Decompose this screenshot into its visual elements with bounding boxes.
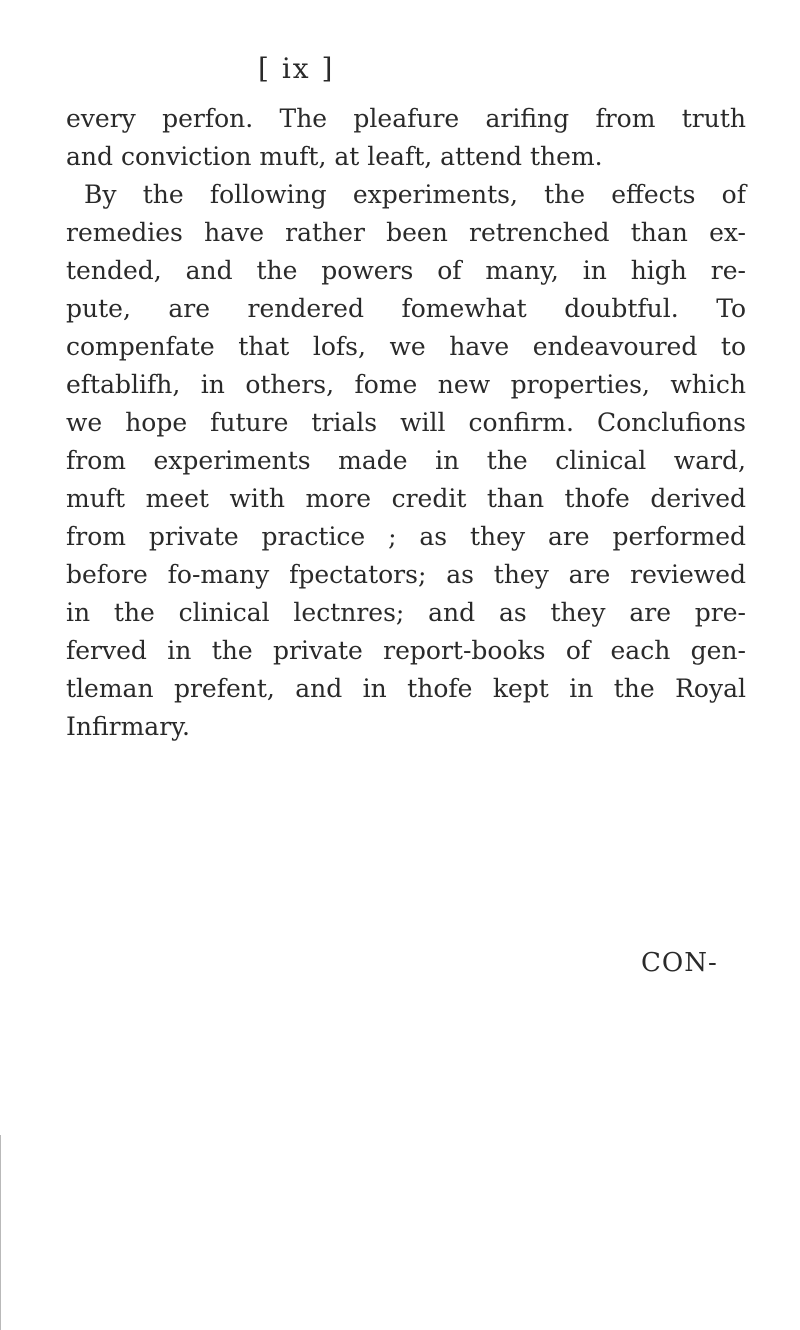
text-line-13: before fo-many fpectators; as they are reviewed [66, 560, 746, 589]
text-line-15: ferved in the private report-books of each gen- [66, 636, 746, 665]
page-number: [ ix ] [258, 52, 335, 85]
text-line-12: from private practice ; as they are performed [66, 522, 746, 551]
text-line-4: remedies have rather been retrenched than ex- [66, 218, 746, 247]
text-line-5: tended, and the powers of many, in high re- [66, 256, 746, 285]
text-line-3: By the following experiments, the effects of [84, 180, 746, 209]
catchword: CON- [641, 948, 718, 978]
text-line-17: Infirmary. [66, 712, 190, 741]
text-line-1: every perfon. The pleafure arifing from truth [66, 104, 746, 133]
text-line-10: from experiments made in the clinical ward, [66, 446, 746, 475]
text-line-11: muft meet with more credit than thofe derived [66, 484, 746, 513]
text-line-6: pute, are rendered fomewhat doubtful. To [66, 294, 746, 323]
text-line-8: eftablifh, in others, fome new properties, which [66, 370, 746, 399]
text-line-9: we hope future trials will confirm. Conclufions [66, 408, 746, 437]
text-line-2: and conviction muft, at leaft, attend them. [66, 142, 603, 171]
text-line-7: compenfate that lofs, we have endeavoured to [66, 332, 746, 361]
scan-edge-mark [0, 1135, 7, 1330]
text-line-16: tleman prefent, and in thofe kept in the Royal [66, 674, 746, 703]
body-text [66, 100, 746, 746]
text-line-14: in the clinical lectnres; and as they are pre- [66, 598, 746, 627]
